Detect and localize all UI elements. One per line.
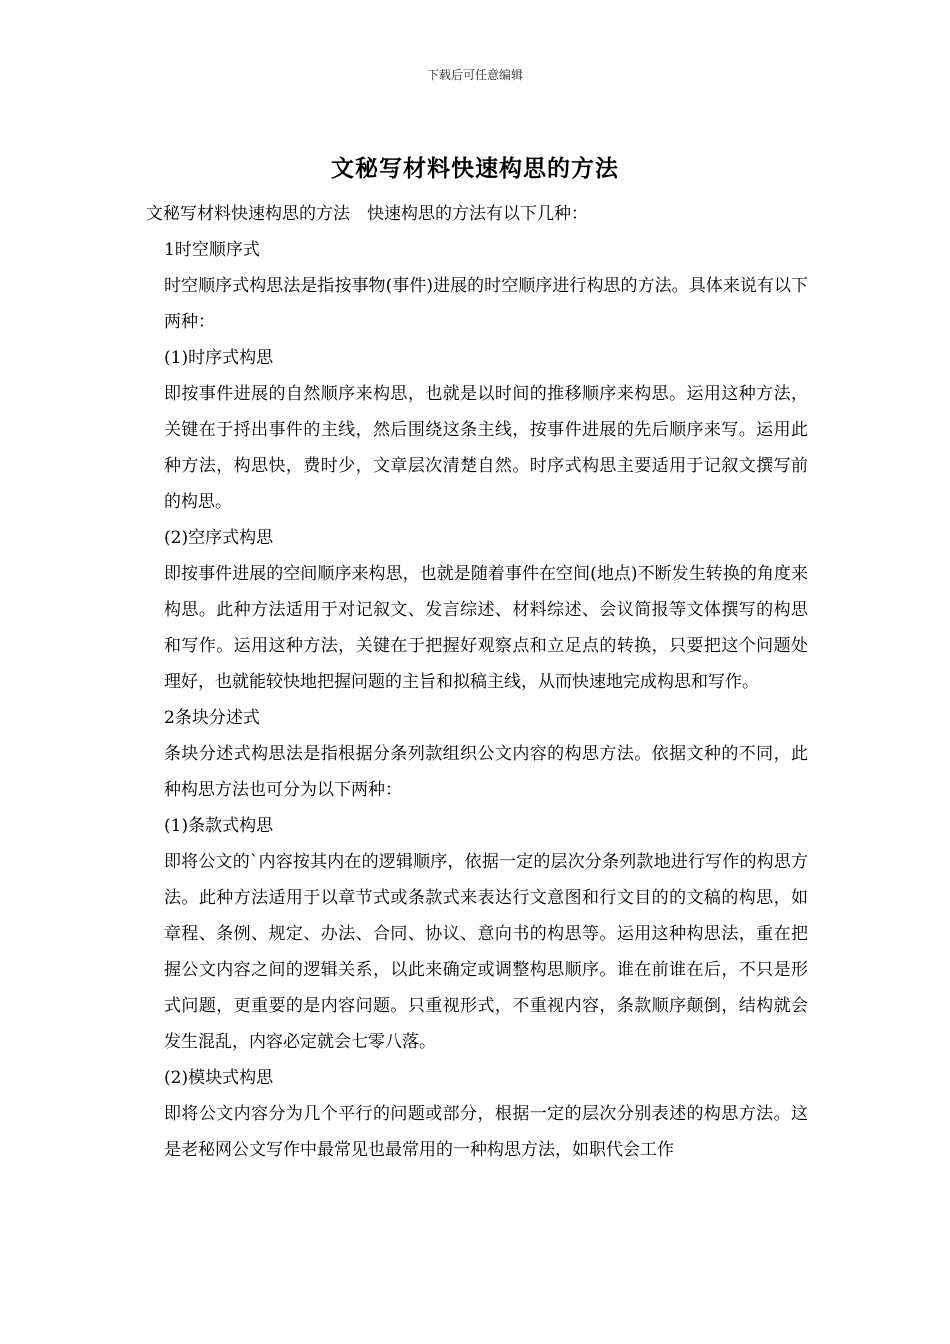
- body-paragraph: 时空顺序式构思法是指按事物(事件)进展的时空顺序进行构思的方法。具体来说有以下两种：: [164, 276, 808, 332]
- body-paragraph: 即按事件进展的自然顺序来构思，也就是以时间的推移顺序来构思。运用这种方法，关键在于捋出事件的主线，然后围绕这条主线，按事件进展的先后顺序来写。运用此种方法，构思快，费时少，文章层次清楚自然。时序式构思主要适用于记叙文撰写前的构思。: [164, 384, 808, 512]
- body-paragraph: 文秘写材料快速构思的方法 快速构思的方法有以下几种：: [146, 204, 588, 224]
- body-paragraph: (1)条款式构思: [164, 816, 274, 836]
- body-paragraph: (2)模块式构思: [164, 1068, 274, 1088]
- body-paragraph: 条块分述式构思法是指根据分条列款组织公文内容的构思方法。依据文种的不同，此种构思方法也可分为以下两种：: [164, 744, 808, 800]
- body-paragraph: 2条块分述式: [164, 708, 260, 728]
- body-paragraph: (2)空序式构思: [164, 528, 274, 548]
- document-body: [146, 196, 808, 1168]
- body-paragraph: 即将公文内容分为几个平行的问题或部分，根据一定的层次分别表述的构思方法。这是老秘网公文写作中最常见也最常用的一种构思方法，如职代会工作: [164, 1104, 808, 1160]
- body-paragraph: 即按事件进展的空间顺序来构思，也就是随着事件在空间(地点)不断发生转换的角度来构思。此种方法适用于对记叙文、发言综述、材料综述、会议简报等文体撰写的构思和写作。运用这种方法，关键在于把握好观察点和立足点的转换，只要把这个问题处理好，也就能较快地把握问题的主旨和拟稿主线，从而快速地完成构思和写作。: [164, 564, 808, 692]
- body-paragraph: 1时空顺序式: [164, 240, 260, 260]
- document-title: 文秘写材料快速构思的方法: [331, 155, 619, 182]
- page-header-note: 下载后可任意编辑: [426, 68, 523, 82]
- body-paragraph: 即将公文的`内容按其内在的逻辑顺序，依据一定的层次分条列款地进行写作的构思方法。此种方法适用于以章节式或条款式来表达行文意图和行文目的的文稿的构思，如章程、条例、规定、办法、合同、协议、意向书的构思等。运用这种构思法，重在把握公文内容之间的逻辑关系，以此来确定或调整构思顺序。谁在前谁在后，不只是形式问题，更重要的是内容问题。只重视形式，不重视内容，条款顺序颠倒，结构就会发生混乱，内容必定就会七零八落。: [164, 852, 808, 1052]
- body-paragraph: (1)时序式构思: [164, 348, 274, 368]
